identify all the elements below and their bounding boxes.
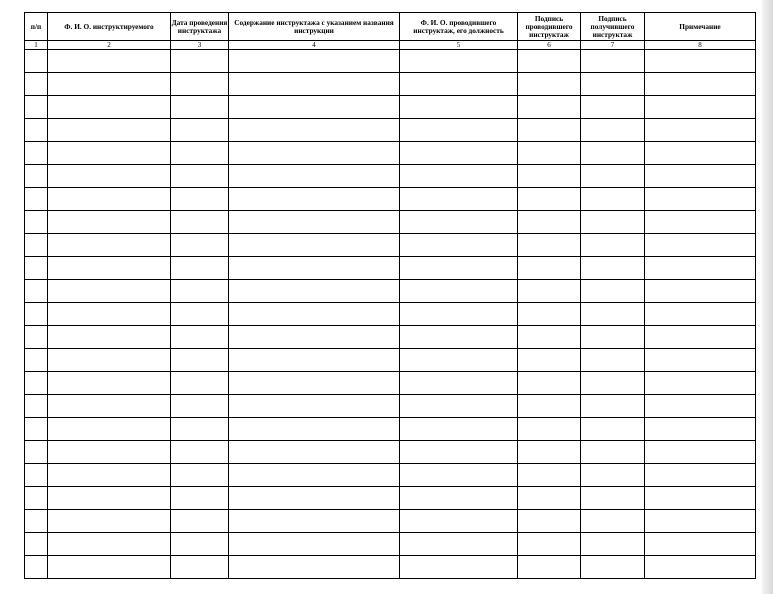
table-cell <box>400 96 518 119</box>
table-cell <box>48 510 171 533</box>
table-cell <box>171 349 229 372</box>
table-cell <box>400 303 518 326</box>
table-cell <box>171 487 229 510</box>
table-cell <box>645 326 756 349</box>
table-cell <box>25 464 48 487</box>
table-cell <box>229 119 400 142</box>
table-row <box>25 533 756 556</box>
table-cell <box>645 533 756 556</box>
table-cell <box>171 510 229 533</box>
table-cell <box>400 395 518 418</box>
table-cell <box>48 326 171 349</box>
table-cell <box>645 257 756 280</box>
table-cell <box>581 234 645 257</box>
table-cell <box>229 464 400 487</box>
header-note: Примечание <box>645 13 756 41</box>
table-cell <box>25 257 48 280</box>
table-cell <box>518 372 581 395</box>
table-cell <box>25 372 48 395</box>
table-row <box>25 487 756 510</box>
table-cell <box>400 50 518 73</box>
table-cell <box>229 326 400 349</box>
table-cell <box>400 533 518 556</box>
table-cell <box>229 395 400 418</box>
table-cell <box>400 441 518 464</box>
table-cell <box>518 211 581 234</box>
table-cell <box>581 96 645 119</box>
header-instructor-signature: Подпись проводившего инструктаж <box>518 13 581 41</box>
table-cell <box>171 257 229 280</box>
column-number: 5 <box>400 41 518 50</box>
table-cell <box>25 487 48 510</box>
table-cell <box>48 257 171 280</box>
column-number: 1 <box>25 41 48 50</box>
table-cell <box>581 73 645 96</box>
table-cell <box>400 418 518 441</box>
table-cell <box>581 280 645 303</box>
table-cell <box>229 234 400 257</box>
table-cell <box>400 326 518 349</box>
table-cell <box>518 556 581 579</box>
table-cell <box>48 142 171 165</box>
table-row <box>25 142 756 165</box>
table-cell <box>581 188 645 211</box>
table-cell <box>25 211 48 234</box>
table-cell <box>25 556 48 579</box>
table-cell <box>229 188 400 211</box>
table-cell <box>25 441 48 464</box>
table-cell <box>518 257 581 280</box>
table-cell <box>645 349 756 372</box>
table-cell <box>48 96 171 119</box>
header-number: п/п <box>25 13 48 41</box>
table-cell <box>581 119 645 142</box>
table-cell <box>25 50 48 73</box>
table-row <box>25 257 756 280</box>
table-cell <box>171 188 229 211</box>
table-cell <box>400 142 518 165</box>
column-number-row <box>25 41 756 50</box>
table-row <box>25 280 756 303</box>
table-cell <box>581 556 645 579</box>
table-cell <box>48 464 171 487</box>
table-row <box>25 464 756 487</box>
table-cell <box>171 50 229 73</box>
table-cell <box>229 441 400 464</box>
table-cell <box>400 257 518 280</box>
table-cell <box>518 441 581 464</box>
table-cell <box>171 280 229 303</box>
table-cell <box>48 556 171 579</box>
table-cell <box>25 533 48 556</box>
table-cell <box>518 418 581 441</box>
table-cell <box>25 303 48 326</box>
table-cell <box>518 533 581 556</box>
table-cell <box>229 303 400 326</box>
table-cell <box>581 418 645 441</box>
instruction-journal-table <box>24 12 756 579</box>
table-cell <box>400 234 518 257</box>
table-cell <box>645 372 756 395</box>
table-row <box>25 96 756 119</box>
table-cell <box>518 464 581 487</box>
table-cell <box>645 395 756 418</box>
table-row <box>25 211 756 234</box>
table-cell <box>229 349 400 372</box>
table-row <box>25 73 756 96</box>
column-number: 8 <box>645 41 756 50</box>
table-cell <box>400 211 518 234</box>
table-cell <box>229 418 400 441</box>
table-cell <box>25 510 48 533</box>
table-cell <box>518 487 581 510</box>
table-cell <box>518 188 581 211</box>
table-cell <box>645 188 756 211</box>
table-cell <box>48 234 171 257</box>
table-cell <box>645 142 756 165</box>
table-cell <box>171 533 229 556</box>
table-row <box>25 165 756 188</box>
table-cell <box>25 326 48 349</box>
table-cell <box>48 418 171 441</box>
table-row <box>25 119 756 142</box>
header-trainee-name: Ф. И. О. инструктируемого <box>48 13 171 41</box>
table-cell <box>171 372 229 395</box>
table-cell <box>581 487 645 510</box>
table-row <box>25 395 756 418</box>
table-cell <box>581 533 645 556</box>
table-cell <box>581 211 645 234</box>
column-number: 2 <box>48 41 171 50</box>
table-cell <box>400 165 518 188</box>
table-cell <box>645 234 756 257</box>
table-cell <box>400 73 518 96</box>
table-cell <box>518 303 581 326</box>
table-cell <box>400 119 518 142</box>
table-cell <box>400 280 518 303</box>
table-cell <box>645 165 756 188</box>
table-cell <box>400 487 518 510</box>
table-row <box>25 303 756 326</box>
table-cell <box>645 510 756 533</box>
table-cell <box>645 50 756 73</box>
table-cell <box>581 441 645 464</box>
table-cell <box>171 556 229 579</box>
table-cell <box>48 395 171 418</box>
table-cell <box>400 372 518 395</box>
table-cell <box>229 96 400 119</box>
table-cell <box>25 418 48 441</box>
table-cell <box>400 510 518 533</box>
table-cell <box>48 188 171 211</box>
table-cell <box>229 556 400 579</box>
header-date: Дата проведения инструктажа <box>171 13 229 41</box>
table-row <box>25 188 756 211</box>
table-cell <box>581 510 645 533</box>
table-cell <box>229 50 400 73</box>
table-cell <box>518 73 581 96</box>
table-row <box>25 50 756 73</box>
table-cell <box>48 73 171 96</box>
table-cell <box>171 96 229 119</box>
table-cell <box>48 165 171 188</box>
table-cell <box>171 395 229 418</box>
table-cell <box>645 487 756 510</box>
table-cell <box>229 487 400 510</box>
table-cell <box>25 349 48 372</box>
table-cell <box>581 165 645 188</box>
column-number: 6 <box>518 41 581 50</box>
table-cell <box>229 257 400 280</box>
table-cell <box>25 119 48 142</box>
table-cell <box>229 73 400 96</box>
table-cell <box>400 464 518 487</box>
table-cell <box>48 50 171 73</box>
table-cell <box>171 119 229 142</box>
table-cell <box>581 349 645 372</box>
table-cell <box>581 303 645 326</box>
table-cell <box>48 211 171 234</box>
table-cell <box>48 533 171 556</box>
table-row <box>25 418 756 441</box>
table-cell <box>581 142 645 165</box>
table-cell <box>171 326 229 349</box>
table-cell <box>229 280 400 303</box>
table-cell <box>48 372 171 395</box>
table-cell <box>645 441 756 464</box>
table-cell <box>518 280 581 303</box>
table-cell <box>518 395 581 418</box>
table-cell <box>581 372 645 395</box>
table-cell <box>581 395 645 418</box>
table-cell <box>518 142 581 165</box>
table-cell <box>645 73 756 96</box>
table-cell <box>229 372 400 395</box>
table-cell <box>25 142 48 165</box>
table-row <box>25 326 756 349</box>
header-instructor-name: Ф. И. О. проводившего инструктаж, его должность <box>400 13 518 41</box>
table-cell <box>229 211 400 234</box>
table-cell <box>645 211 756 234</box>
table-row <box>25 372 756 395</box>
table-cell <box>518 96 581 119</box>
column-number: 7 <box>581 41 645 50</box>
table-cell <box>645 119 756 142</box>
table-cell <box>25 234 48 257</box>
table-cell <box>645 303 756 326</box>
table-cell <box>229 510 400 533</box>
table-cell <box>48 119 171 142</box>
table-cell <box>48 280 171 303</box>
table-cell <box>518 510 581 533</box>
table-cell <box>581 50 645 73</box>
table-cell <box>171 142 229 165</box>
table-cell <box>581 464 645 487</box>
table-cell <box>171 73 229 96</box>
table-cell <box>518 349 581 372</box>
table-cell <box>581 326 645 349</box>
table-cell <box>645 280 756 303</box>
table-cell <box>171 441 229 464</box>
table-cell <box>645 96 756 119</box>
table-cell <box>171 165 229 188</box>
table-cell <box>229 165 400 188</box>
table-cell <box>400 188 518 211</box>
table-row <box>25 510 756 533</box>
table-cell <box>171 303 229 326</box>
table-cell <box>518 234 581 257</box>
table-cell <box>518 326 581 349</box>
table-cell <box>518 165 581 188</box>
table-cell <box>171 211 229 234</box>
column-number: 4 <box>229 41 400 50</box>
table-cell <box>25 96 48 119</box>
table-cell <box>48 349 171 372</box>
table-cell <box>25 395 48 418</box>
table-cell <box>645 556 756 579</box>
table-cell <box>171 464 229 487</box>
table-cell <box>518 50 581 73</box>
table-cell <box>518 119 581 142</box>
table-cell <box>229 533 400 556</box>
table-row <box>25 234 756 257</box>
table-cell <box>25 165 48 188</box>
table-cell <box>25 188 48 211</box>
table-cell <box>171 234 229 257</box>
journal-body <box>25 50 756 579</box>
table-row <box>25 349 756 372</box>
table-cell <box>171 418 229 441</box>
table-cell <box>645 418 756 441</box>
table-cell <box>25 280 48 303</box>
table-row <box>25 556 756 579</box>
table-row <box>25 441 756 464</box>
page-edge-shadow <box>762 0 773 594</box>
table-cell <box>48 441 171 464</box>
table-cell <box>581 257 645 280</box>
header-trainee-signature: Подпись получившего инструктаж <box>581 13 645 41</box>
table-cell <box>48 303 171 326</box>
header-row <box>25 13 756 41</box>
table-cell <box>25 73 48 96</box>
table-cell <box>400 349 518 372</box>
table-cell <box>645 464 756 487</box>
column-number: 3 <box>171 41 229 50</box>
table-cell <box>48 487 171 510</box>
header-content: Содержание инструктажа с указанием названия инструкции <box>229 13 400 41</box>
table-cell <box>229 142 400 165</box>
table-cell <box>400 556 518 579</box>
